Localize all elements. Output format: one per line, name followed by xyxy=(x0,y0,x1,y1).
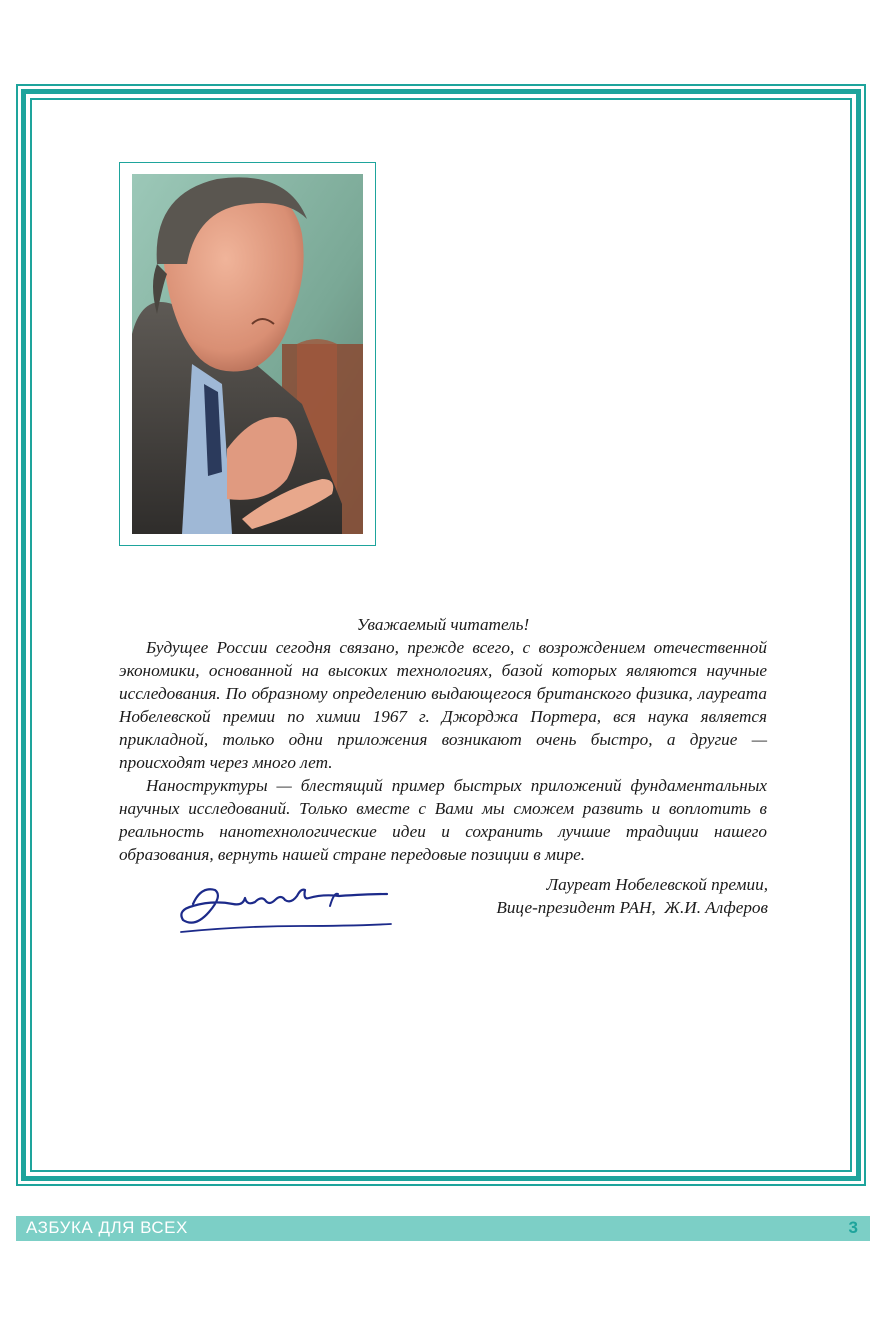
page-number: 3 xyxy=(848,1218,858,1237)
signature-block xyxy=(400,873,768,919)
portrait-photo xyxy=(132,174,363,534)
letter-greeting: Уважаемый читатель! xyxy=(356,615,530,634)
portrait-illustration xyxy=(132,174,363,534)
handwritten-signature xyxy=(175,878,415,940)
letter-paragraph-1: Будущее России сегодня связано, прежде всего, с возрождением отечественной экономики, основанной на высоких технологиях, базой которых являются научные исследования. По образному определению выдающегося британского физика, лауреата Нобелевской премии по химии 1967 г. Джорджа Портера, вся наука является прикладной, только одни приложения возникают очень быстро, а другие — происходят через много лет. xyxy=(119,638,767,772)
signature-title: Лауреат Нобелевской премии, xyxy=(546,875,768,894)
footer-bar xyxy=(16,1216,870,1241)
letter-paragraph-2: Наноструктуры — блестящий пример быстрых приложений фундаментальных научных исследований. Только вместе с Вами мы сможем развить и воплотить в реальность нанотехнологические идеи и сохранить лучшие традиции нашего образования, вернуть нашей стране передовые позиции в мире. xyxy=(119,776,767,864)
portrait-frame xyxy=(119,162,376,546)
letter-body xyxy=(119,613,767,866)
signature-name: Вице-президент РАН, Ж.И. Алферов xyxy=(496,898,768,917)
footer-title: АЗБУКА ДЛЯ ВСЕХ xyxy=(26,1218,188,1237)
